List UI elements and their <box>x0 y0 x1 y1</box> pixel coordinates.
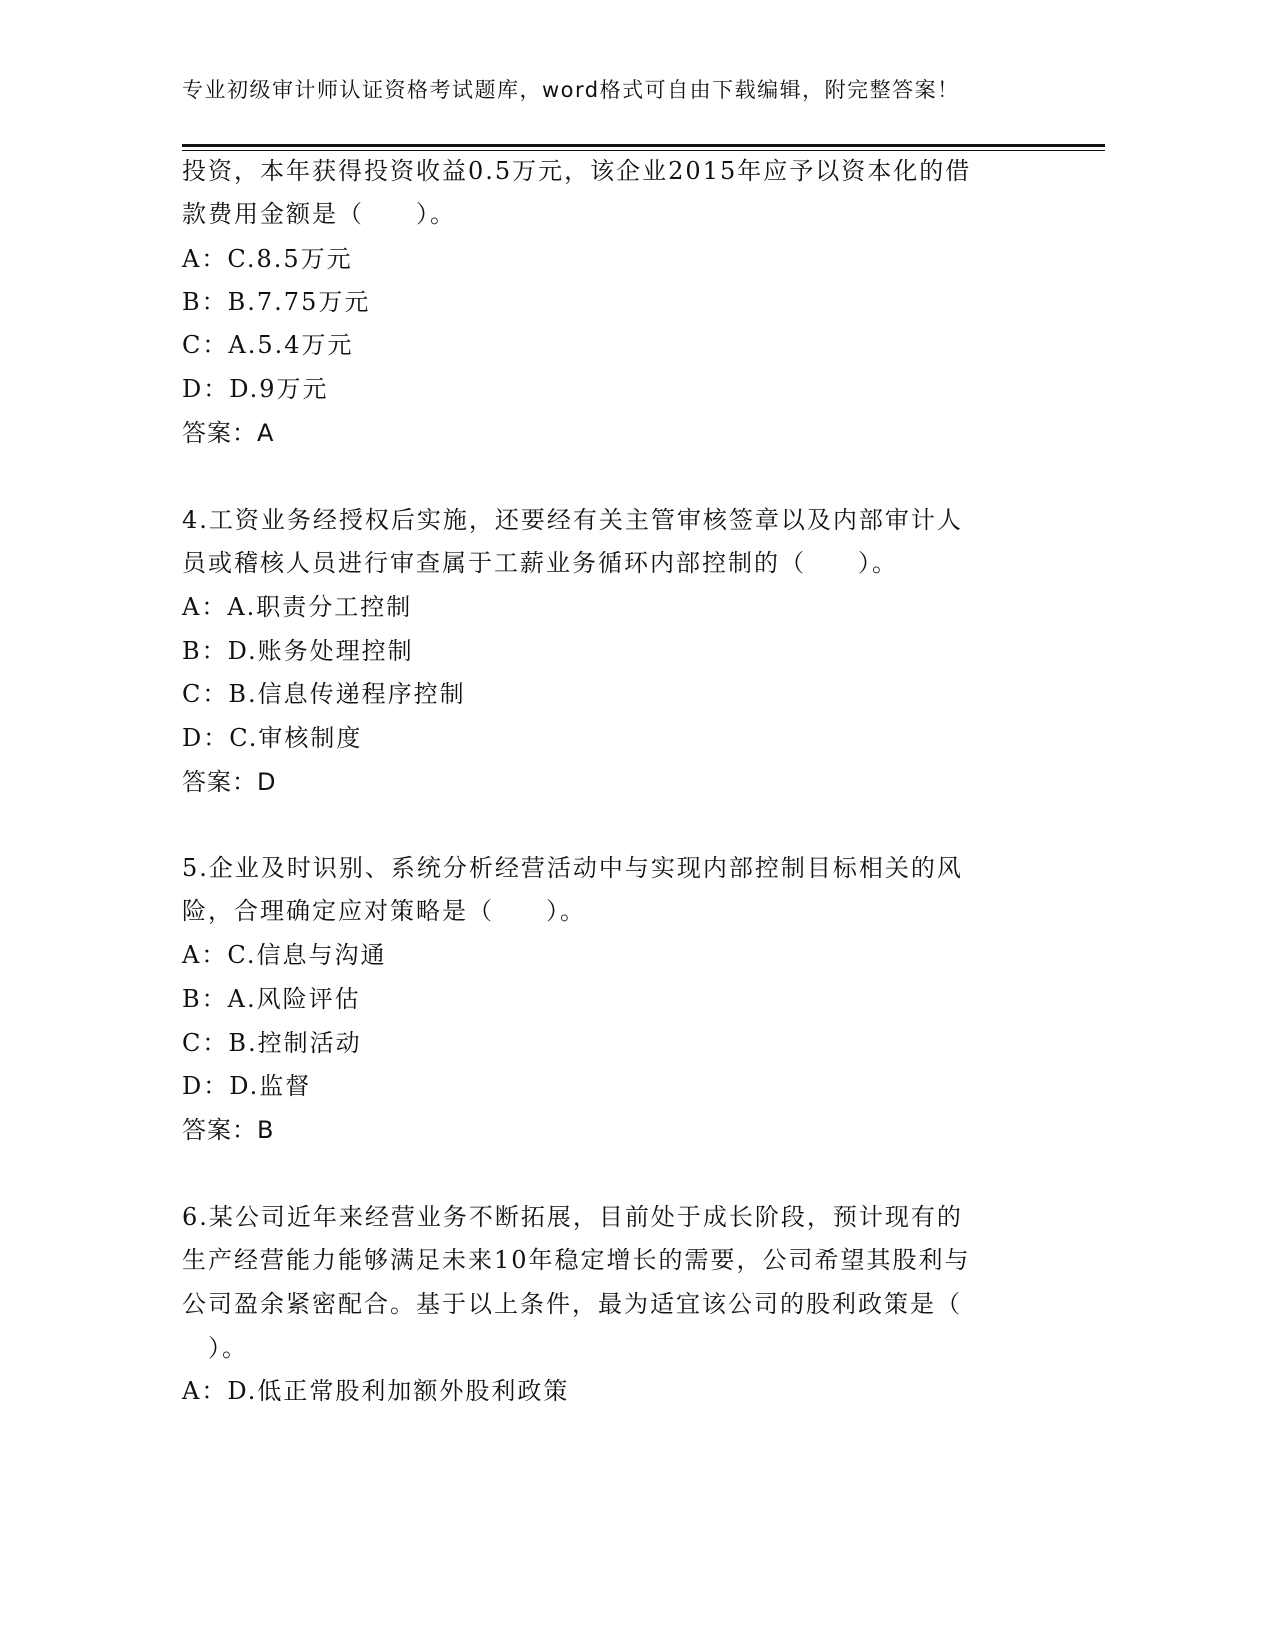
q4-option-b: B：D.账务处理控制 <box>182 637 414 665</box>
q4-option-c: C：B.信息传递程序控制 <box>182 680 466 708</box>
q3-answer: 答案：A <box>182 419 275 447</box>
page-header: 专业初级审计师认证资格考试题库，word格式可自由下载编辑，附完整答案！ <box>182 78 960 102</box>
q5-text-line-2: 险，合理确定应对策略是（ ）。 <box>182 897 586 925</box>
q4-option-d: D：C.审核制度 <box>182 724 363 752</box>
q5-option-b: B：A.风险评估 <box>182 985 361 1013</box>
q3-text-line-2: 款费用金额是（ ）。 <box>182 200 456 228</box>
q6-text-line-2: 生产经营能力能够满足未来10年稳定增长的需要，公司希望其股利与 <box>182 1246 971 1274</box>
q4-option-a: A：A.职责分工控制 <box>182 593 413 621</box>
q5-text-line-1: 5.企业及时识别、系统分析经营活动中与实现内部控制目标相关的风 <box>182 854 963 882</box>
header-rule-thick <box>182 144 1105 147</box>
q6-text-line-3: 公司盈余紧密配合。基于以上条件，最为适宜该公司的股利政策是（ <box>182 1290 962 1318</box>
q4-answer: 答案：D <box>182 768 277 796</box>
q3-option-c: C：A.5.4万元 <box>182 331 354 359</box>
q3-option-b: B：B.7.75万元 <box>182 288 371 316</box>
q5-option-c: C：B.控制活动 <box>182 1029 362 1057</box>
q5-answer: 答案：B <box>182 1116 275 1144</box>
q5-option-d: D：D.监督 <box>182 1072 312 1100</box>
q6-text-line-1: 6.某公司近年来经营业务不断拓展，目前处于成长阶段，预计现有的 <box>182 1203 963 1231</box>
q5-option-a: A：C.信息与沟通 <box>182 941 387 969</box>
q3-option-d: D：D.9万元 <box>182 375 329 403</box>
q6-option-a: A：D.低正常股利加额外股利政策 <box>182 1377 570 1405</box>
q4-text-line-2: 员或稽核人员进行审查属于工薪业务循环内部控制的（ ）。 <box>182 549 898 577</box>
q6-text-line-4: ）。 <box>182 1334 248 1362</box>
q3-option-a: A：C.8.5万元 <box>182 245 353 273</box>
q3-text-line-1: 投资，本年获得投资收益0.5万元，该企业2015年应予以资本化的借 <box>182 157 972 185</box>
q4-text-line-1: 4.工资业务经授权后实施，还要经有关主管审核签章以及内部审计人 <box>182 506 963 534</box>
header-rule-thin <box>182 150 1105 151</box>
